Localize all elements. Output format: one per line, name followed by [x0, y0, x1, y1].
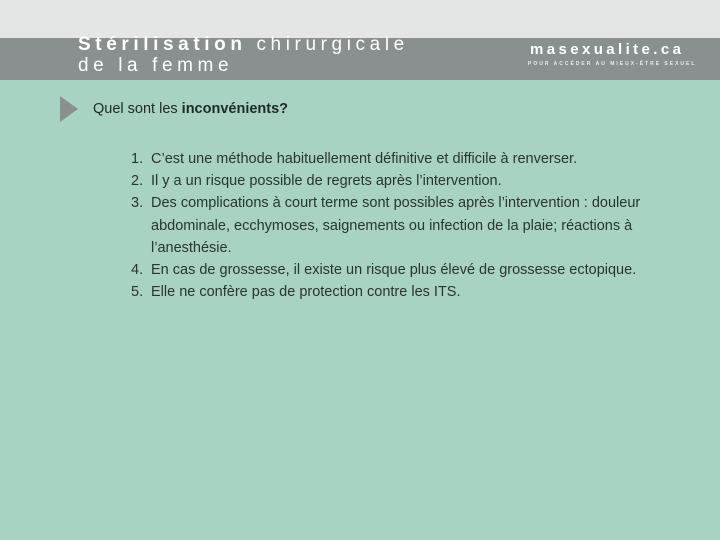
question-heading [93, 101, 288, 117]
list-item [131, 170, 701, 192]
title-rest: chirurgicale [256, 34, 409, 55]
slide-title [78, 34, 409, 76]
item-text: Des complications à court terme sont possibles après l’intervention : douleur abdominale, ecchymoses, saignements ou infection de la plaie; réactions à l’anesthésie. [151, 195, 641, 256]
list-item [131, 259, 701, 281]
item-text: Il y a un risque possible de regrets après l’intervention. [151, 173, 502, 190]
title-line-1 [78, 34, 409, 55]
list-item [131, 148, 701, 170]
item-text: Elle ne confère pas de protection contre les ITS. [151, 284, 461, 301]
top-band [0, 0, 720, 38]
item-number: 2. [131, 173, 144, 190]
item-number: 5. [131, 284, 144, 301]
item-number: 3. [131, 195, 144, 212]
arrow-bullet-icon [60, 96, 78, 122]
question-bold: inconvénients? [181, 101, 289, 117]
list-item [131, 281, 701, 303]
item-number: 4. [131, 262, 144, 279]
brand-tagline: POUR ACCÉDER AU MIEUX-ÊTRE SEXUEL [528, 61, 697, 67]
title-bold: Stérilisation [78, 34, 247, 55]
question-prefix: Quel sont les [93, 101, 182, 117]
list-item [131, 192, 701, 259]
drawbacks-list [131, 148, 701, 303]
title-line-2: de la femme [78, 55, 234, 76]
brand-logo: masexualite.ca [530, 41, 685, 58]
item-text: C’est une méthode habituellement définitive et difficile à renverser. [151, 151, 578, 167]
item-number: 1. [131, 151, 144, 167]
item-text: En cas de grossesse, il existe un risque plus élevé de grossesse ectopique. [151, 262, 637, 279]
